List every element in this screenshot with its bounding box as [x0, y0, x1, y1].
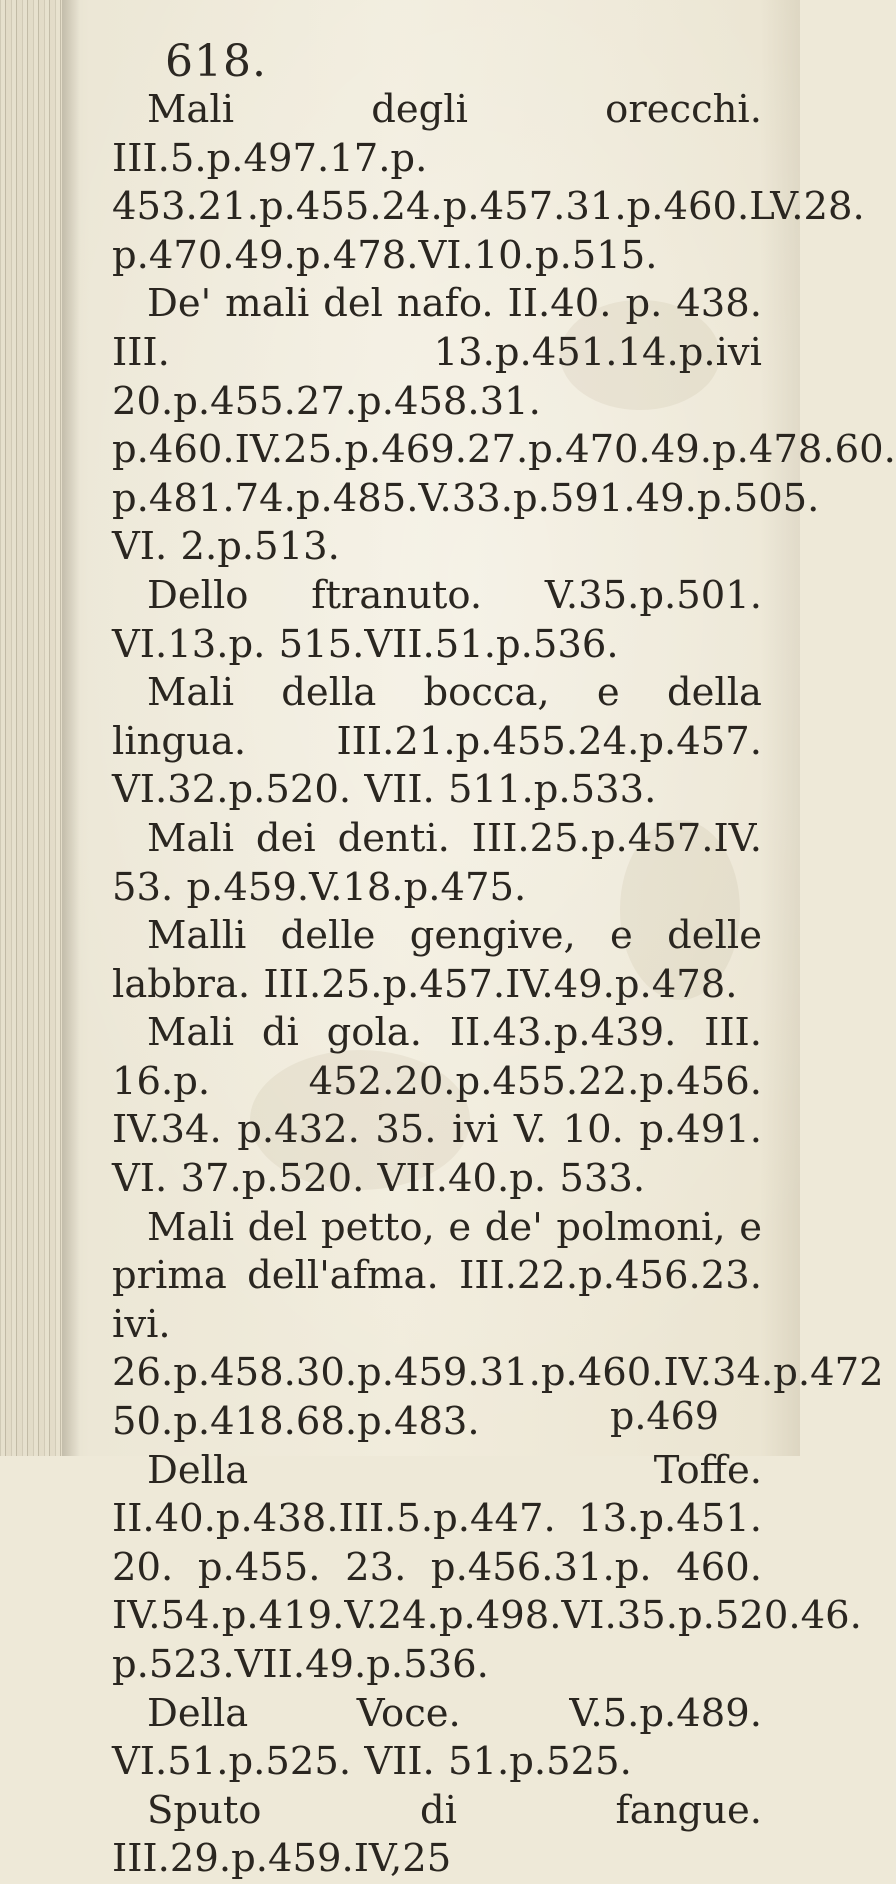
binding-shadow [62, 0, 80, 1456]
entry-references: III.21.p.455.24.p.457. VI.32.p.520. VII. 511.p.533. [112, 718, 762, 813]
index-entry [112, 912, 762, 1009]
entry-heading: Dello ftranuto. [147, 572, 483, 618]
entry-references: II.40.p.438.III.5.p.447. 13.p.451. 20. p.455. 23. p.456.31.p. 460. IV.54.p.419.V.24.p.498.VI.35.p.520.46. p.523.VII.49.p.536. [112, 1496, 862, 1687]
catchword: p.469 [610, 1394, 719, 1438]
page-binding-edge [0, 0, 62, 1456]
entry-heading: Mali degli orecchi. [147, 87, 762, 132]
page-number: 618. [165, 36, 267, 87]
index-entry [112, 1787, 762, 1884]
entry-heading: Malli delle gengive, e delle labbra. [112, 913, 762, 1007]
entry-heading: Mali del petto, e de' polmoni, e prima dell'afma. [112, 1204, 762, 1299]
index-entry [112, 815, 762, 912]
entry-heading: Mali dei denti. [147, 815, 450, 861]
entry-heading: Della Voce. [147, 1690, 461, 1736]
index-entry [112, 669, 762, 815]
entry-heading: Della Toffe. [147, 1447, 762, 1493]
index-entries [112, 86, 896, 1884]
index-entry [112, 280, 896, 572]
index-entry [112, 86, 865, 280]
index-entry [112, 1447, 862, 1690]
index-entry [112, 572, 762, 669]
entry-heading: Mali della bocca, e della lingua. [112, 670, 762, 764]
entry-heading: Sputo di fangue. [147, 1787, 762, 1833]
entry-references: III.5.p.497.17.p. 453.21.p.455.24.p.457.31.p.460.LV.28. p.470.49.p.478.VI.10.p.515. [112, 135, 865, 278]
entry-references: V.35.p.501. VI.13.p. 515.VII.51.p.536. [112, 572, 762, 667]
entry-references: III.22.p.456.23. ivi. 26.p.458.30.p.459.31.p.460.IV.34.p.472 50.p.418.68.p.483. [112, 1253, 884, 1445]
index-entry [112, 1690, 762, 1787]
index-entry [112, 1009, 762, 1203]
entry-references: III.25.p.457.IV. 53. p.459.V.18.p.475. [112, 815, 762, 910]
entry-references: III.25.p.457.IV.49.p.478. [263, 961, 738, 1007]
entry-references: III.29.p.459.IV,25 [112, 1836, 452, 1882]
entry-heading: Mali di gola. [147, 1010, 422, 1056]
entry-references: V.5.p.489. VI.51.p.525. VII. 51.p.525. [112, 1690, 762, 1785]
entry-references: II.43.p.439. III. 16.p. 452.20.p.455.22.p.456. IV.34. p.432. 35. ivi V. 10. p.491. VI. 37.p.520. VII.40.p. 533. [112, 1010, 762, 1202]
entry-references: II.40. p. 438. III. 13.p.451.14.p.ivi 20.p.455.27.p.458.31. p.460.IV.25.p.469.27.p.470.49.p.478.60. p.481.74.p.485.V.33.p.591.49.p.505. VI. 2.p.513. [112, 281, 896, 570]
entry-heading: De' mali del nafo. [147, 281, 494, 327]
